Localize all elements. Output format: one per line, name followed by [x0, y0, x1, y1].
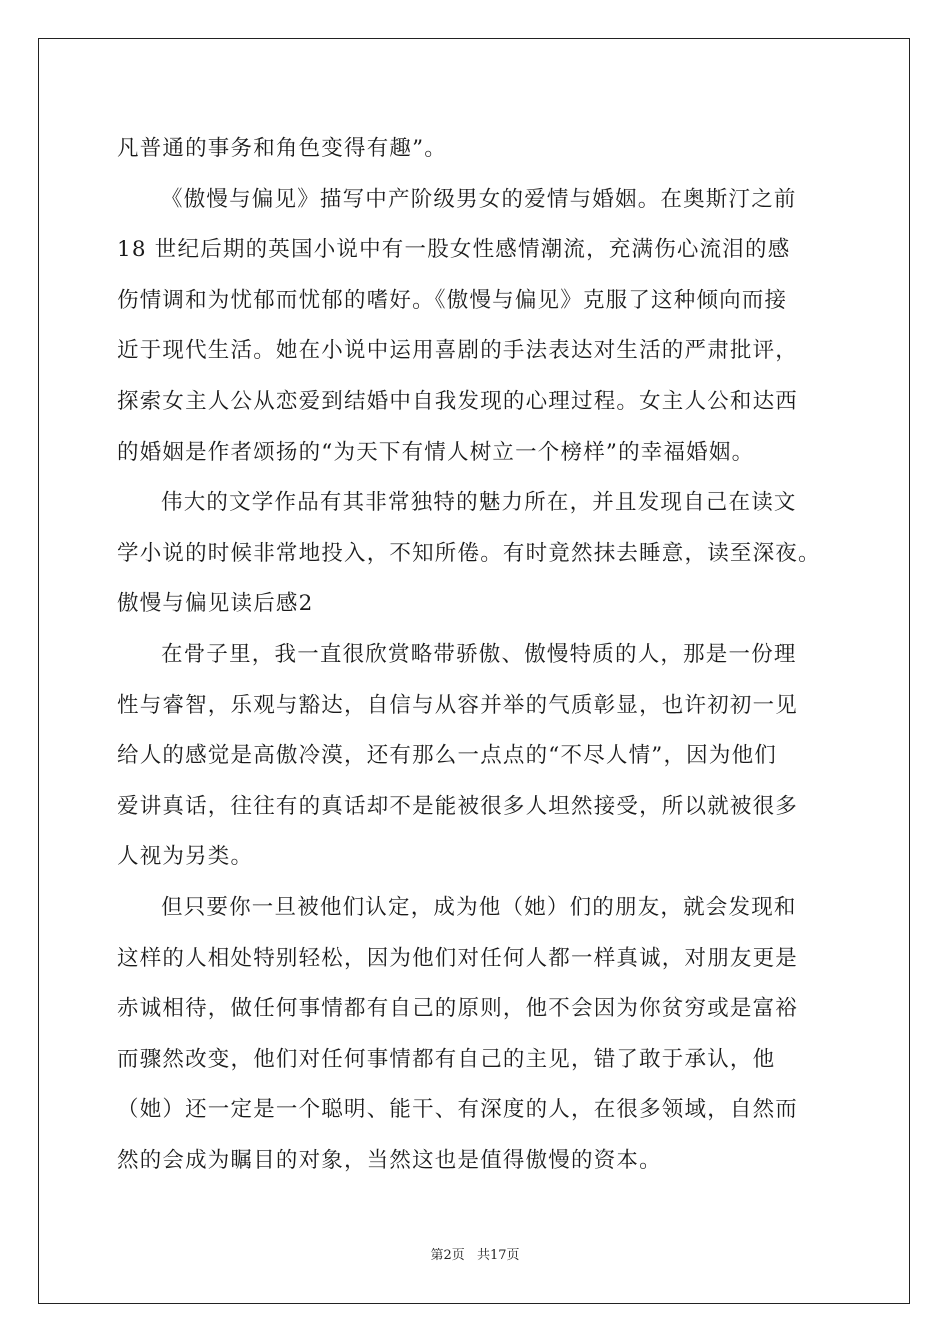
text-line: 探索女主人公从恋爱到结婚中自我发现的心理过程。女主人公和达西 — [117, 388, 799, 414]
text-line: 赤诚相待，做任何事情都有自己的原则，他不会因为你贫穷或是富裕 — [117, 996, 799, 1022]
page-footer — [0, 1244, 950, 1263]
text-line: 然的会成为瞩目的对象，当然这也是值得傲慢的资本。 — [117, 1147, 662, 1173]
text-line: （她）还一定是一个聪明、能干、有深度的人，在很多领域，自然而 — [117, 1097, 799, 1123]
text-line: 伤情调和为忧郁而忧郁的嗜好。《傲慢与偏见》克服了这种倾向而接 — [117, 287, 788, 313]
text-line: 性与睿智，乐观与豁达，自信与从容并举的气质彰显，也许初初一见 — [117, 692, 799, 718]
text-line: 凡普通的事务和角色变得有趣”。 — [117, 136, 447, 161]
text-line: 的婚姻是作者颂扬的“为天下有情人树立一个榜样”的幸福婚姻。 — [117, 439, 755, 465]
text-line: 给人的感觉是高傲冷漠，还有那么一点点的“不尽人情”，因为他们 — [117, 743, 777, 769]
text-line: 学小说的时候非常地投入，不知所倦。有时竟然抹去睡意，读至深夜。 — [117, 540, 821, 566]
text-line: 人视为另类。 — [117, 844, 254, 870]
page-number: 第2页 — [430, 1248, 465, 1263]
text-line: 在骨子里，我一直很欣赏略带骄傲、傲慢特质的人，那是一份理 — [161, 641, 797, 667]
text-line: 但只要你一旦被他们认定，成为他（她）们的朋友，就会发现和 — [161, 894, 797, 920]
text-line: 而骤然改变，他们对任何事情都有自己的主见，错了敢于承认，他 — [117, 1046, 776, 1072]
text-line: 伟大的文学作品有其非常独特的魅力所在，并且发现自己在读文 — [161, 490, 797, 516]
text-line: 《傲慢与偏见》描写中产阶级男女的爱情与婚姻。在奥斯汀之前 — [161, 186, 797, 212]
page-total: 共17页 — [476, 1248, 520, 1263]
text-line: 爱讲真话，往往有的真话却不是能被很多人坦然接受，所以就被很多 — [117, 793, 799, 819]
text-line: 18 世纪后期的英国小说中有一股女性感情潮流，充满伤心流泪的感 — [117, 237, 791, 263]
document-body — [117, 124, 833, 1186]
text-line: 这样的人相处特别轻松，因为他们对任何人都一样真诚，对朋友更是 — [117, 945, 799, 971]
section-heading: 傲慢与偏见读后感2 — [117, 591, 314, 617]
text-line: 近于现代生活。她在小说中运用喜剧的手法表达对生活的严肃批评， — [117, 338, 799, 364]
